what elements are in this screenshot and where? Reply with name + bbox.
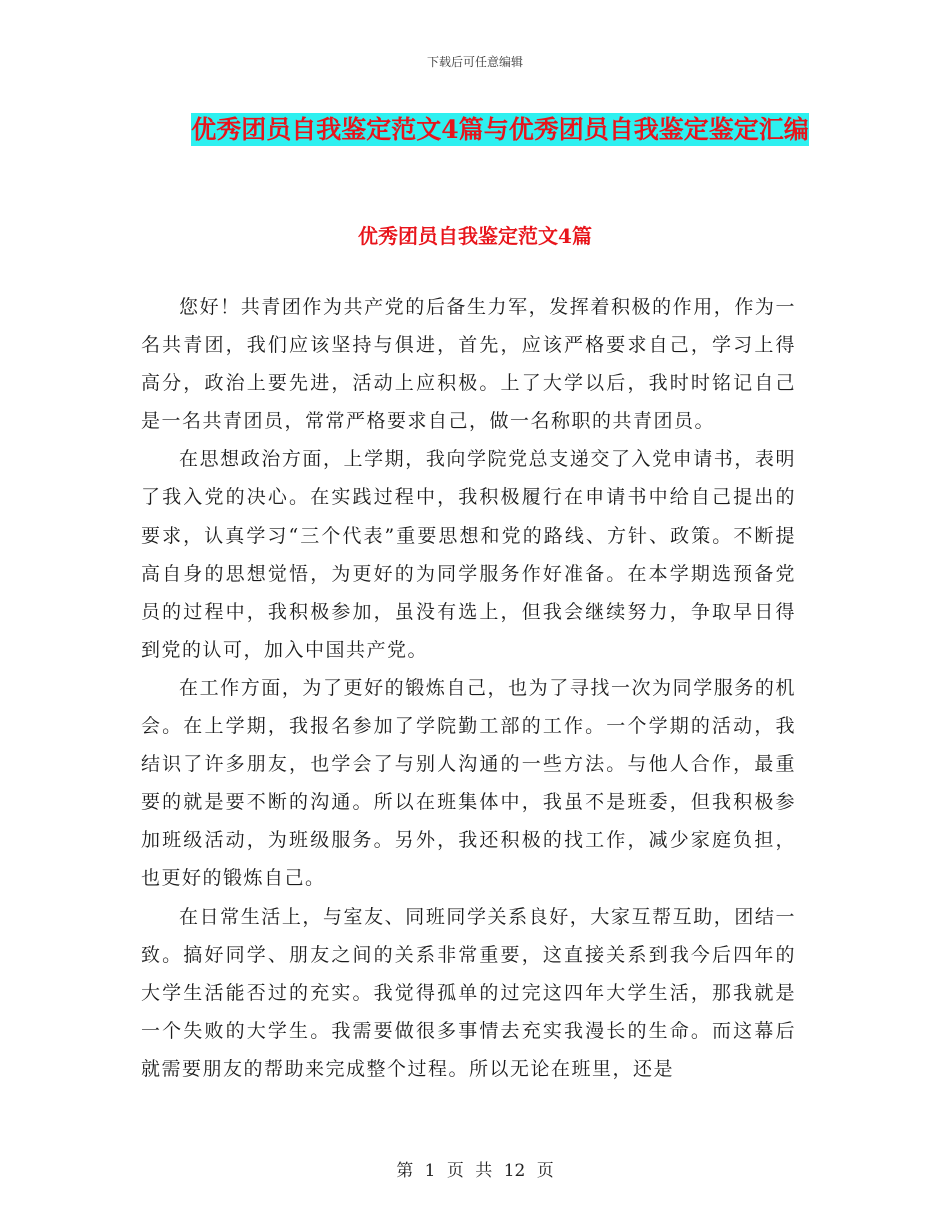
section-title: 优秀团员自我鉴定范文4篇	[358, 224, 592, 248]
paragraph-4: 在日常生活上，与室友、同班同学关系良好，大家互帮互助，团结一致。搞好同学、朋友之间的关系非常重要，这直接关系到我今后四年的大学生活能否过的充实。我觉得孤单的过完这四年大学生活，那我就是一个失败的大学生。我需要做很多事情去充实我漫长的生命。而这幕后就需要朋友的帮助来完成整个过程。所以无论在班里，还是	[141, 905, 796, 1080]
document-title-text: 优秀团员自我鉴定范文4篇与优秀团员自我鉴定鉴定汇编	[191, 115, 809, 144]
paragraph-1: 您好！共青团作为共产党的后备生力军，发挥着积极的作用，作为一名共青团，我们应该坚持与俱进，首先，应该严格要求自己，学习上得高分，政治上要先进，活动上应积极。上了大学以后，我时时铭记自己是一名共青团员，常常严格要求自己，做一名称职的共青团员。	[141, 296, 796, 433]
header-note: 下载后可任意编辑	[426, 55, 523, 69]
page-footer: 第 1 页 共 12 页	[396, 1161, 554, 1181]
paragraph-2: 在思想政治方面，上学期，我向学院党总支递交了入党申请书，表明了我入党的决心。在实践过程中，我积极履行在申请书中给自己提出的要求，认真学习“三个代表”重要思想和党的路线、方针、政策。不断提高自身的思想觉悟，为更好的为同学服务作好准备。在本学期选预备党员的过程中，我积极参加，虽没有选上，但我会继续努力，争取早日得到党的认可，加入中国共产党。	[141, 448, 796, 661]
document-title	[150, 108, 850, 152]
document-body	[141, 288, 796, 1088]
paragraph-3: 在工作方面，为了更好的锻炼自己，也为了寻找一次为同学服务的机会。在上学期，我报名参加了学院勤工部的工作。一个学期的活动，我结识了许多朋友，也学会了与别人沟通的一些方法。与他人合作，最重要的就是要不断的沟通。所以在班集体中，我虽不是班委，但我积极参加班级活动，为班级服务。另外，我还积极的找工作，减少家庭负担，也更好的锻炼自己。	[141, 676, 796, 890]
